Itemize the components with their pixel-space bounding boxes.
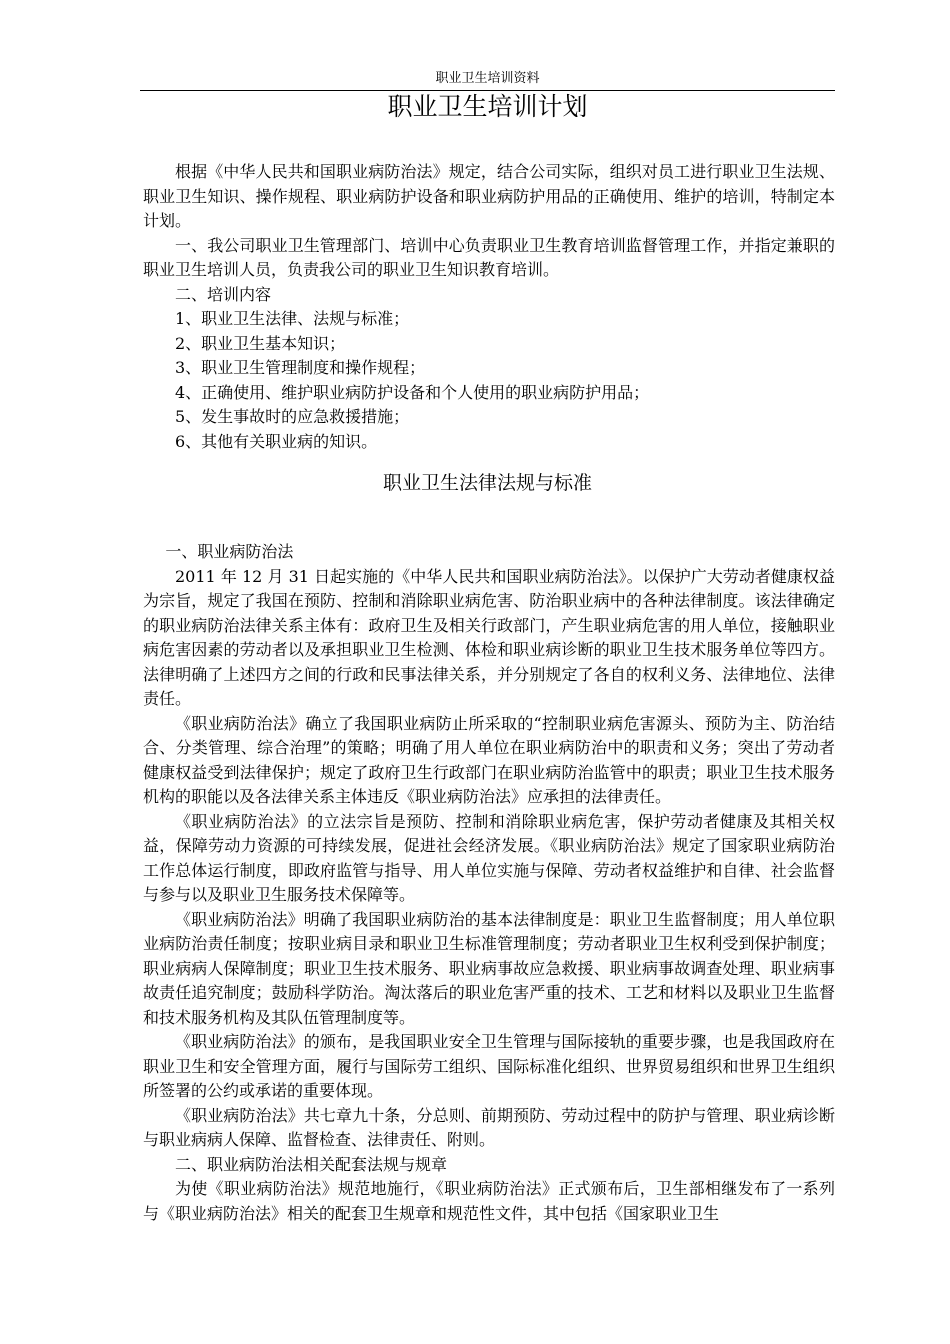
intro-section bbox=[143, 160, 835, 454]
training-item-6: 6、其他有关职业病的知识。 bbox=[175, 431, 378, 451]
law-paragraph-1: 2011 年 12 月 31 日起实施的《中华人民共和国职业病防治法》。以保护广大劳动者健康权益为宗旨，规定了我国在预防、控制和消除职业病危害、防治职业病中的各种法律制度。该法律确定的职业病防治法律关系主体有：政府卫生及相关行政部门，产生职业病危害的用人单位，接触职业病危害因素的劳动者以及承担职业卫生检测、体检和职业病诊断的职业卫生技术服务单位等四方。法律明确了上述四方之间的行政和民事法律关系，并分别规定了各自的权利义务、法律地位、法律责任。 bbox=[143, 566, 835, 708]
running-header: 职业卫生培训资料 bbox=[140, 70, 835, 91]
law-paragraph-2: 《职业病防治法》确立了我国职业病防止所采取的“控制职业病危害源头、预防为主、防治结合、分类管理、综合治理”的策略；明确了用人单位在职业病防治中的职责和义务；突出了劳动者健康权益受到法律保护；规定了政府卫生行政部门在职业病防治监管中的职责；职业卫生技术服务机构的职能以及各法律关系主体违反《职业病防治法》应承担的法律责任。 bbox=[143, 713, 835, 806]
training-item-4: 4、正确使用、维护职业病防护设备和个人使用的职业病防护用品； bbox=[175, 382, 650, 402]
law-heading-1: 一、职业病防治法 bbox=[165, 542, 294, 561]
law-heading-2: 二、职业病防治法相关配套法规与规章 bbox=[175, 1154, 448, 1174]
training-item-2: 2、职业卫生基本知识； bbox=[175, 333, 346, 353]
intro-paragraph-1: 根据《中华人民共和国职业病防治法》规定，结合公司实际，组织对员工进行职业卫生法规、职业卫生知识、操作规程、职业病防护设备和职业病防护用品的正确使用、维护的培训，特制定本计划。 bbox=[143, 162, 835, 230]
page-title: 职业卫生培训计划 bbox=[387, 92, 588, 121]
law-paragraph-4: 《职业病防治法》明确了我国职业病防治的基本法律制度是：职业卫生监督制度；用人单位职业病防治责任制度；按职业病目录和职业卫生标准管理制度；劳动者职业卫生权利受到保护制度；职业病病人保障制度；职业卫生技术服务、职业病事故应急救援、职业病事故调查处理、职业病事故责任追究制度；鼓励科学防治。淘汰落后的职业危害严重的技术、工艺和材料以及职业卫生监督和技术服务机构及其队伍管理制度等。 bbox=[143, 909, 835, 1027]
law-paragraph-3: 《职业病防治法》的立法宗旨是预防、控制和消除职业病危害，保护劳动者健康及其相关权益，保障劳动力资源的可持续发展，促进社会经济发展。《职业病防治法》规定了国家职业病防治工作总体运行制度，即政府监管与指导、用人单位实施与保障、劳动者权益维护和自律、社会监督与参与以及职业卫生服务技术保障等。 bbox=[143, 811, 835, 904]
law-paragraph-5: 《职业病防治法》的颁布，是我国职业安全卫生管理与国际接轨的重要步骤，也是我国政府在职业卫生和安全管理方面，履行与国际劳工组织、国际标准化组织、世界贸易组织和世界卫生组织所签署的公约或承诺的重要体现。 bbox=[143, 1032, 835, 1100]
section-title: 职业卫生法律法规与标准 bbox=[382, 472, 592, 494]
law-paragraph-7: 为使《职业病防治法》规范地施行，《职业病防治法》正式颁布后，卫生部相继发布了一系列与《职业病防治法》相关的配套卫生规章和规范性文件，其中包括《国家职业卫生 bbox=[143, 1179, 835, 1223]
intro-paragraph-2: 一、我公司职业卫生管理部门、培训中心负责职业卫生教育培训监督管理工作，并指定兼职的职业卫生培训人员，负责我公司的职业卫生知识教育培训。 bbox=[143, 235, 835, 279]
training-content-heading: 二、培训内容 bbox=[175, 284, 272, 304]
training-item-3: 3、职业卫生管理制度和操作规程； bbox=[175, 358, 426, 377]
law-section bbox=[143, 540, 835, 1226]
training-item-1: 1、职业卫生法律、法规与标准； bbox=[175, 309, 410, 328]
law-paragraph-6: 《职业病防治法》共七章九十条，分总则、前期预防、劳动过程中的防护与管理、职业病诊断与职业病病人保障、监督检查、法律责任、附则。 bbox=[143, 1105, 835, 1149]
training-item-5: 5、发生事故时的应急救援措施； bbox=[175, 407, 410, 426]
